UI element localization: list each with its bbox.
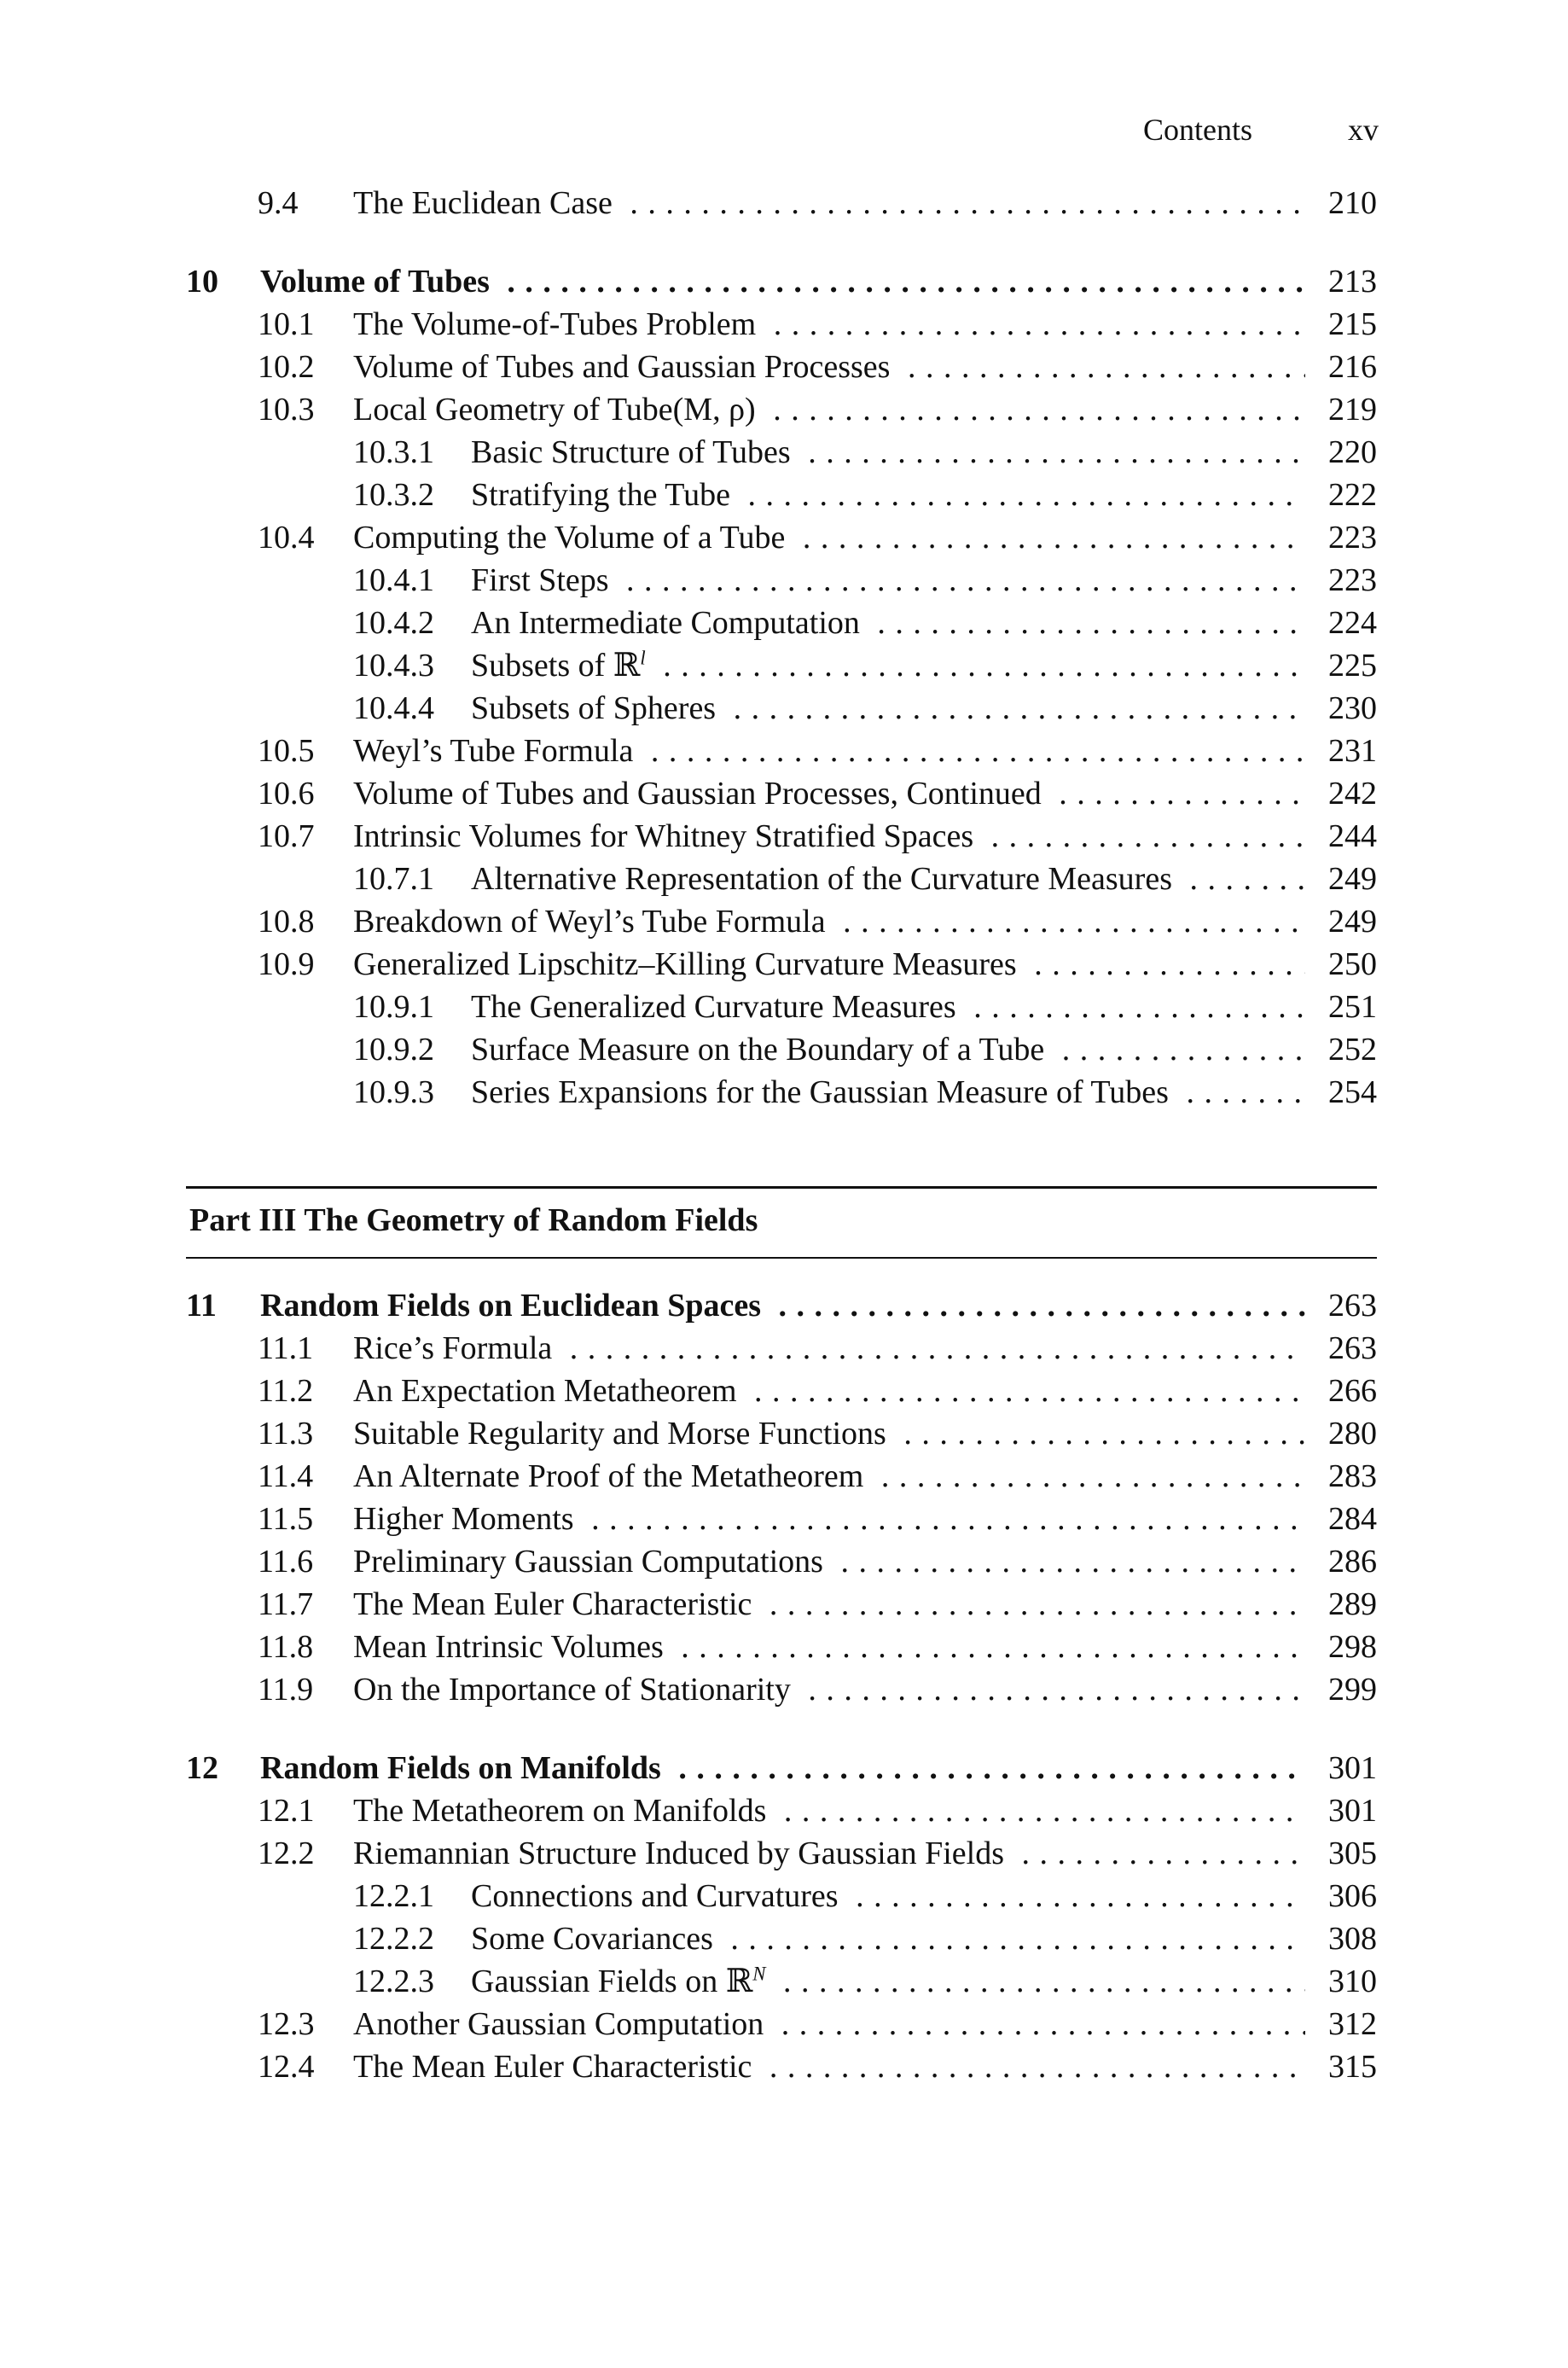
section-title: Preliminary Gaussian Computations bbox=[353, 1544, 832, 1580]
toc-section-entry[interactable] bbox=[186, 1540, 1377, 1583]
page-number: 315 bbox=[1328, 2049, 1377, 2085]
toc-section-entry[interactable] bbox=[186, 1498, 1377, 1540]
section-number: 11.1 bbox=[258, 1330, 314, 1366]
page-number: 210 bbox=[1328, 185, 1377, 221]
toc-section-entry[interactable] bbox=[186, 346, 1377, 388]
section-title: An Alternate Proof of the Metatheorem bbox=[353, 1458, 872, 1494]
section-number: 11.8 bbox=[258, 1629, 314, 1665]
subsection-number: 10.9.2 bbox=[353, 1032, 434, 1068]
subsection-number: 10.3.1 bbox=[353, 434, 434, 470]
section-title: Breakdown of Weyl’s Tube Formula bbox=[353, 904, 834, 940]
page-number: 216 bbox=[1328, 349, 1377, 385]
section-number: 9.4 bbox=[258, 185, 299, 221]
chapter-title: Volume of Tubes bbox=[260, 264, 498, 300]
section-number: 11.2 bbox=[258, 1373, 314, 1409]
page-number: 289 bbox=[1328, 1586, 1377, 1622]
page-number: 213 bbox=[1328, 264, 1377, 300]
toc-subsection-entry[interactable] bbox=[186, 474, 1377, 516]
page-number: 306 bbox=[1328, 1878, 1377, 1914]
section-title: Weyl’s Tube Formula bbox=[353, 733, 642, 769]
subsection-title: Basic Structure of Tubes bbox=[471, 434, 799, 470]
section-number: 12.1 bbox=[258, 1793, 315, 1829]
section-number: 12.3 bbox=[258, 2006, 315, 2042]
section-title: The Volume-of-Tubes Problem bbox=[353, 306, 764, 342]
section-title: The Metatheorem on Manifolds bbox=[353, 1793, 775, 1829]
section-title: Higher Moments bbox=[353, 1501, 583, 1537]
page-number: 223 bbox=[1328, 520, 1377, 556]
page-number: 250 bbox=[1328, 946, 1377, 982]
section-title: The Mean Euler Characteristic bbox=[353, 2049, 760, 2085]
toc-subsection-entry[interactable] bbox=[186, 559, 1377, 602]
subsection-title: Some Covariances bbox=[471, 1921, 722, 1957]
subsection-title: Connections and Curvatures bbox=[471, 1878, 847, 1914]
page-number: 223 bbox=[1328, 562, 1377, 598]
page-number: 298 bbox=[1328, 1629, 1377, 1665]
page-number: 252 bbox=[1328, 1032, 1377, 1068]
section-number: 11.7 bbox=[258, 1586, 314, 1622]
page-number: 312 bbox=[1328, 2006, 1377, 2042]
section-title: Riemannian Structure Induced by Gaussian Fields bbox=[353, 1836, 1013, 1871]
section-title: Local Geometry of Tube(M, ρ) bbox=[353, 392, 764, 428]
toc-subsection-entry[interactable] bbox=[186, 687, 1377, 730]
chapter-number: 10 bbox=[186, 264, 218, 300]
subsection-number: 10.9.3 bbox=[353, 1074, 434, 1110]
toc-chapter-entry[interactable] bbox=[186, 1284, 1377, 1327]
toc-subsection-entry[interactable] bbox=[186, 858, 1377, 900]
section-number: 11.4 bbox=[258, 1458, 314, 1494]
page-number: 220 bbox=[1328, 434, 1377, 470]
chapter-title: Random Fields on Manifolds bbox=[260, 1750, 670, 1786]
page-number: 215 bbox=[1328, 306, 1377, 342]
toc-subsection-entry[interactable] bbox=[186, 1028, 1377, 1071]
toc-chapter-entry[interactable] bbox=[186, 1747, 1377, 1789]
page-number: 251 bbox=[1328, 989, 1377, 1025]
subsection-number: 10.3.2 bbox=[353, 477, 434, 513]
subsection-title: Gaussian Fields on ℝ bbox=[471, 1964, 753, 1999]
section-title: An Expectation Metatheorem bbox=[353, 1373, 746, 1409]
page-number: 254 bbox=[1328, 1074, 1377, 1110]
toc-section-entry[interactable] bbox=[186, 388, 1377, 431]
toc-section-entry[interactable] bbox=[186, 815, 1377, 858]
toc-section-entry[interactable] bbox=[186, 1583, 1377, 1626]
section-title: Volume of Tubes and Gaussian Processes, Continued bbox=[353, 776, 1050, 812]
subsection-number: 10.7.1 bbox=[353, 861, 434, 897]
running-head-title: Contents bbox=[1143, 113, 1253, 147]
section-number: 10.2 bbox=[258, 349, 315, 385]
toc-section-entry[interactable] bbox=[186, 1455, 1377, 1498]
toc-section-entry[interactable] bbox=[186, 943, 1377, 986]
section-number: 11.9 bbox=[258, 1672, 314, 1708]
section-title: Volume of Tubes and Gaussian Processes bbox=[353, 349, 898, 385]
toc-section-entry[interactable] bbox=[186, 1412, 1377, 1455]
section-number: 12.4 bbox=[258, 2049, 315, 2085]
toc-subsection-entry[interactable] bbox=[186, 1875, 1377, 1917]
subsection-title: Stratifying the Tube bbox=[471, 477, 739, 513]
section-number: 10.4 bbox=[258, 520, 315, 556]
running-head bbox=[1143, 109, 1379, 150]
chapter-number: 12 bbox=[186, 1750, 218, 1786]
superscript-exponent: l bbox=[640, 647, 646, 669]
toc-section-entry[interactable] bbox=[186, 2003, 1377, 2045]
toc-section-entry[interactable] bbox=[186, 516, 1377, 559]
page-number: 225 bbox=[1328, 648, 1377, 684]
page-number: 263 bbox=[1328, 1330, 1377, 1366]
section-number: 10.8 bbox=[258, 904, 315, 940]
section-number: 10.3 bbox=[258, 392, 315, 428]
section-number: 11.6 bbox=[258, 1544, 314, 1580]
toc-section-entry[interactable] bbox=[186, 730, 1377, 772]
page-number: 283 bbox=[1328, 1458, 1377, 1494]
toc-subsection-entry[interactable] bbox=[186, 986, 1377, 1028]
section-title: Computing the Volume of a Tube bbox=[353, 520, 793, 556]
toc-section-entry[interactable] bbox=[186, 1668, 1377, 1711]
toc-subsection-entry[interactable] bbox=[186, 644, 1377, 687]
page-number: 308 bbox=[1328, 1921, 1377, 1957]
toc-section-entry[interactable] bbox=[186, 303, 1377, 346]
toc-section-entry[interactable] bbox=[186, 182, 1377, 224]
toc-section-entry[interactable] bbox=[186, 1789, 1377, 1832]
section-title: Intrinsic Volumes for Whitney Stratified Spaces bbox=[353, 818, 982, 854]
toc-section-entry[interactable] bbox=[186, 2045, 1377, 2088]
page-number: 242 bbox=[1328, 776, 1377, 812]
page-number: 244 bbox=[1328, 818, 1377, 854]
page-number: 222 bbox=[1328, 477, 1377, 513]
page-number: 310 bbox=[1328, 1964, 1377, 1999]
section-number: 11.5 bbox=[258, 1501, 314, 1537]
section-number: 12.2 bbox=[258, 1836, 315, 1871]
page-number: 301 bbox=[1328, 1793, 1377, 1829]
section-title: The Mean Euler Characteristic bbox=[353, 1586, 760, 1622]
page-number: 249 bbox=[1328, 861, 1377, 897]
subsection-title: Subsets of ℝ bbox=[471, 648, 641, 684]
subsection-title: First Steps bbox=[471, 562, 618, 598]
page-number: 284 bbox=[1328, 1501, 1377, 1537]
subsection-title: Series Expansions for the Gaussian Measure of Tubes bbox=[471, 1074, 1177, 1110]
toc-section-entry[interactable] bbox=[186, 1370, 1377, 1412]
toc-subsection-entry[interactable] bbox=[186, 1917, 1377, 1960]
subsection-title: Alternative Representation of the Curvature Measures bbox=[471, 861, 1181, 897]
subsection-title: Surface Measure on the Boundary of a Tube bbox=[471, 1032, 1053, 1068]
subsection-number: 12.2.2 bbox=[353, 1921, 434, 1957]
toc-section-entry[interactable] bbox=[186, 1327, 1377, 1370]
page-number: 266 bbox=[1328, 1373, 1377, 1409]
subsection-number: 12.2.3 bbox=[353, 1964, 434, 1999]
toc-subsection-entry[interactable] bbox=[186, 602, 1377, 644]
subsection-title: Subsets of Spheres bbox=[471, 690, 724, 726]
page-number: 263 bbox=[1328, 1288, 1377, 1324]
superscript-exponent: N bbox=[752, 1963, 766, 1985]
toc-section-entry[interactable] bbox=[186, 900, 1377, 943]
section-number: 11.3 bbox=[258, 1416, 314, 1452]
page-number: 219 bbox=[1328, 392, 1377, 428]
section-title: Mean Intrinsic Volumes bbox=[353, 1629, 672, 1665]
page-number: 305 bbox=[1328, 1836, 1377, 1871]
page-number: 224 bbox=[1328, 605, 1377, 641]
subsection-number: 12.2.1 bbox=[353, 1878, 434, 1914]
section-title: Suitable Regularity and Morse Functions bbox=[353, 1416, 895, 1452]
subsection-number: 10.4.1 bbox=[353, 562, 434, 598]
page-number: 230 bbox=[1328, 690, 1377, 726]
subsection-title: The Generalized Curvature Measures bbox=[471, 989, 965, 1025]
section-title: On the Importance of Stationarity bbox=[353, 1672, 799, 1708]
part-heading bbox=[186, 1186, 1377, 1259]
section-title: The Euclidean Case bbox=[353, 185, 621, 221]
subsection-title: An Intermediate Computation bbox=[471, 605, 868, 641]
subsection-number: 10.9.1 bbox=[353, 989, 434, 1025]
toc-chapter-entry[interactable] bbox=[186, 260, 1377, 303]
subsection-number: 10.4.3 bbox=[353, 648, 434, 684]
section-number: 10.6 bbox=[258, 776, 315, 812]
subsection-number: 10.4.2 bbox=[353, 605, 434, 641]
section-number: 10.9 bbox=[258, 946, 315, 982]
section-number: 10.1 bbox=[258, 306, 315, 342]
page-number: 299 bbox=[1328, 1672, 1377, 1708]
section-title: Another Gaussian Computation bbox=[353, 2006, 772, 2042]
chapter-title: Random Fields on Euclidean Spaces bbox=[260, 1288, 769, 1324]
page-number: 286 bbox=[1328, 1544, 1377, 1580]
page-number: 301 bbox=[1328, 1750, 1377, 1786]
section-title: Rice’s Formula bbox=[353, 1330, 560, 1366]
section-number: 10.5 bbox=[258, 733, 315, 769]
toc-section-entry[interactable] bbox=[186, 772, 1377, 815]
toc-section-entry[interactable] bbox=[186, 1832, 1377, 1875]
toc-subsection-entry[interactable] bbox=[186, 431, 1377, 474]
subsection-number: 10.4.4 bbox=[353, 690, 434, 726]
toc-subsection-entry[interactable] bbox=[186, 1960, 1377, 2003]
part-title: Part III The Geometry of Random Fields bbox=[189, 1202, 758, 1238]
section-number: 10.7 bbox=[258, 818, 315, 854]
page-number: 231 bbox=[1328, 733, 1377, 769]
section-title: Generalized Lipschitz–Killing Curvature Measures bbox=[353, 946, 1025, 982]
running-head-page-number: xv bbox=[1348, 113, 1379, 147]
toc-section-entry[interactable] bbox=[186, 1626, 1377, 1668]
chapter-number: 11 bbox=[186, 1288, 217, 1324]
page-number: 280 bbox=[1328, 1416, 1377, 1452]
page-number: 249 bbox=[1328, 904, 1377, 940]
toc-subsection-entry[interactable] bbox=[186, 1071, 1377, 1114]
